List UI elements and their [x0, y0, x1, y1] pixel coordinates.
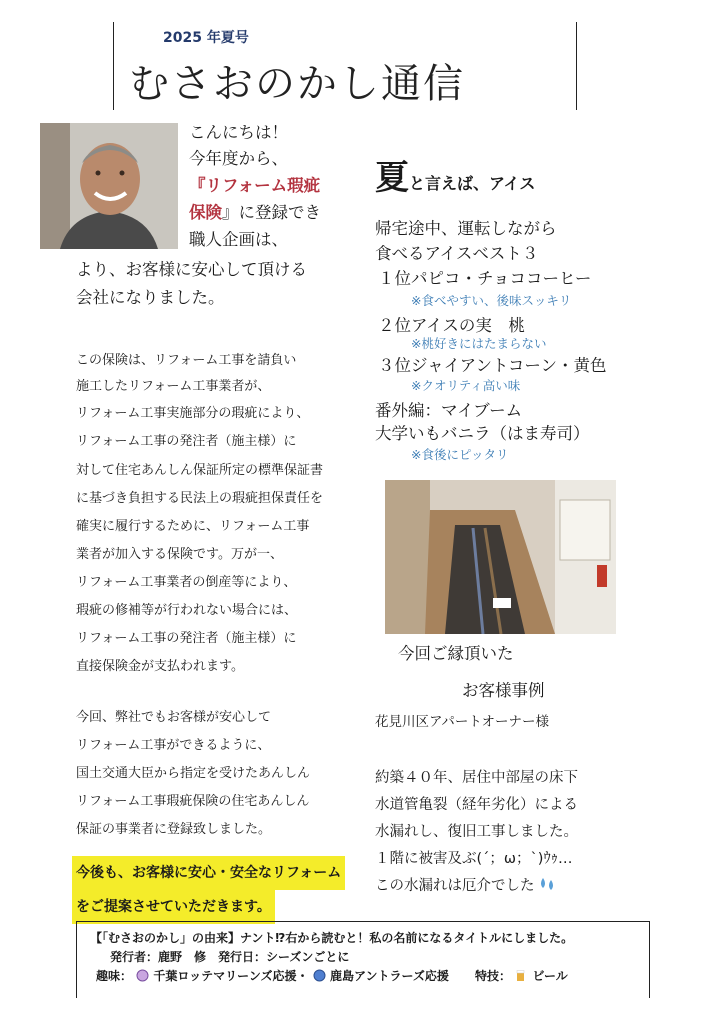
case-heading: 今回ご縁頂いた: [398, 644, 514, 663]
ice-extra: 大学いもバニラ（はま寿司）: [375, 424, 590, 443]
baseball-icon: [136, 969, 149, 982]
insurance-line: 瑕疵の修補等が行われない場合には、: [76, 603, 298, 618]
case-client: 花見川区アパートオーナー様: [375, 714, 550, 730]
ice-extra: 番外編：マイブーム: [375, 401, 523, 420]
greeting-line: より、お客様に安心して頂ける: [76, 260, 307, 279]
greeting-line: 職人企画は、: [189, 230, 288, 249]
insurance-line: 確実に履行するために、リフォーム工事: [76, 519, 310, 534]
ice-note: ※クオリティ高い味: [411, 378, 521, 393]
skill-label: 特技：: [475, 969, 512, 983]
footer-hobby-row: [96, 967, 568, 984]
case-line-last: [375, 874, 557, 895]
water-drops-icon: [539, 876, 557, 892]
author-photo: [40, 123, 178, 249]
greeting-highlight: 保険: [189, 203, 222, 222]
registration-line: 保証の事業者に登録致しました。: [76, 822, 272, 837]
greeting-line: 今年度から、: [189, 149, 288, 168]
insurance-line: リフォーム工事の発注者（施主様）に: [76, 434, 297, 449]
insurance-line: リフォーム工事業者の倒産等により、: [76, 575, 297, 590]
case-photo: [385, 480, 616, 634]
insurance-line: リフォーム工事の発注者（施主様）に: [76, 631, 297, 646]
registration-line: 国土交通大臣から指定を受けたあんしん: [76, 766, 311, 781]
insurance-line: 業者が加入する保険です。万が一、: [76, 547, 283, 562]
issue-label: 2025 年夏号: [163, 30, 249, 46]
ice-note: ※食後にピッタリ: [411, 447, 509, 462]
footer-publisher: 発行者：鹿野 修 発行日：シーズンごとに: [110, 950, 350, 964]
case-line: 水道管亀裂（経年劣化）による: [375, 797, 578, 813]
case-heading: お客様事例: [462, 681, 545, 700]
insurance-line: に基づき負担する民法上の瑕疵担保責任を: [76, 491, 324, 506]
soccer-ball-icon: [313, 969, 326, 982]
insurance-line: リフォーム工事実施部分の瑕疵により、: [76, 406, 310, 421]
greeting-line: こんにちは！: [189, 123, 288, 142]
ice-note: ※食べやすい、後味スッキリ: [411, 293, 572, 308]
ice-heading-rest: と言えば、アイス: [409, 174, 536, 193]
ice-note: ※桃好きにはたまらない: [411, 336, 547, 351]
beer-icon: [515, 969, 528, 982]
hobby-item: 鹿島アントラーズ応援: [329, 969, 449, 983]
registration-line: 今回、弊社でもお客様が安心して: [76, 710, 272, 725]
highlight-line: をご提案させていただきます。: [72, 890, 275, 924]
case-line: この水漏れは厄介でした: [375, 878, 535, 894]
footer-origin: 【「むさおのかし」の由来】ナント⁉右から読むと！私の名前になるタイトルにしました。: [90, 931, 574, 945]
newsletter-title: むさおのかし通信: [129, 61, 465, 107]
registration-line: リフォーム工事瑕疵保険の住宅あんしん: [76, 794, 310, 809]
ice-rank: ２位アイスの実 桃: [378, 316, 525, 335]
ice-intro: 食べるアイスベスト３: [375, 244, 539, 263]
registration-line: リフォーム工事ができるように、: [76, 738, 271, 753]
insurance-line: 対して住宅あんしん保証所定の標準保証書: [76, 463, 324, 478]
ice-heading-big: 夏: [375, 158, 409, 198]
greeting-line: 会社になりました。: [76, 288, 225, 307]
hobby-item: 千葉ロッテマリーンズ応援・: [153, 969, 309, 983]
ice-rank: １位パピコ・チョココーヒー: [378, 269, 592, 288]
ice-heading: [375, 150, 535, 199]
highlight-line: 今後も、お客様に安心・安全なリフォーム: [72, 856, 345, 890]
case-line: 水漏れし、復旧工事しました。: [375, 824, 578, 840]
insurance-line: 施工したリフォーム工事業者が、: [76, 379, 271, 394]
greeting-line: [189, 200, 321, 227]
insurance-line: この保険は、リフォーム工事を請負い: [76, 353, 297, 368]
highlight-box: [72, 856, 345, 924]
insurance-line: 直接保険金が支払われます。: [76, 659, 244, 674]
greeting-highlight: 『リフォーム瑕疵: [189, 176, 321, 195]
ice-rank: ３位ジャイアントコーン・黄色: [378, 356, 607, 375]
case-line: １階に被害及ぶ(´；ω；`)ｳｩ…: [375, 851, 573, 867]
hobby-label: 趣味：: [96, 969, 133, 983]
skill-item: ビール: [532, 969, 568, 983]
ice-intro: 帰宅途中、運転しながら: [375, 219, 557, 238]
case-line: 約築４０年、居住中部屋の床下: [375, 770, 578, 786]
greeting-text: 』に登録でき: [222, 203, 321, 222]
